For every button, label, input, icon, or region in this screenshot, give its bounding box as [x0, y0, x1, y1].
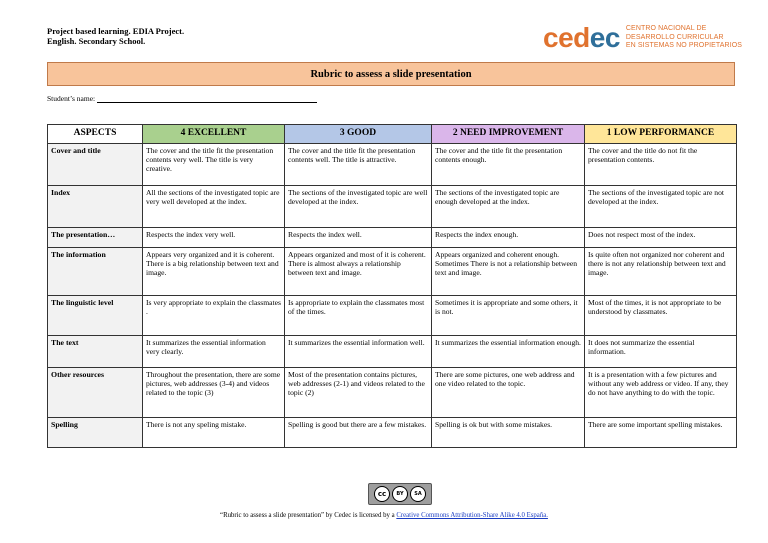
logo-word-part-a: ced	[543, 22, 590, 53]
criteria-cell: Most of the presentation contains pictures, web addresses (2-1) and videos related to the topic (2)	[285, 368, 432, 418]
aspect-cell: Spelling	[48, 418, 143, 448]
aspect-cell: The linguistic level	[48, 296, 143, 336]
aspect-cell: The text	[48, 336, 143, 368]
logo-sub-line-3: EN SISTEMAS NO PROPIETARIOS	[625, 42, 743, 50]
criteria-cell: The sections of the investigated topic are not developed at the index.	[585, 186, 737, 228]
table-row	[48, 228, 737, 248]
rubric-title: Rubric to assess a slide presentation	[47, 62, 735, 86]
aspect-cell: The presentation…	[48, 228, 143, 248]
criteria-cell: The cover and the title fit the presentation contents enough.	[432, 144, 585, 186]
student-name-line	[97, 94, 317, 103]
student-name-field	[47, 94, 317, 103]
badge-by-label: BY	[396, 491, 404, 497]
student-name-label: Student’s name:	[47, 94, 96, 103]
rubric-table	[47, 124, 737, 448]
cc-license-badge[interactable]	[368, 483, 432, 505]
criteria-cell: Is appropriate to explain the classmates most of the times.	[285, 296, 432, 336]
table-row	[48, 368, 737, 418]
criteria-cell: Spelling is good but there are a few mistakes.	[285, 418, 432, 448]
criteria-cell: Most of the times, it is not appropriate to be understood by classmates.	[585, 296, 737, 336]
header-line-course: English. Secondary School.	[47, 36, 146, 46]
criteria-cell: Respects the index enough.	[432, 228, 585, 248]
criteria-cell: The cover and the title fit the presentation contents very well. The title is very creative.	[143, 144, 285, 186]
table-row	[48, 144, 737, 186]
criteria-cell: Is quite often not organized nor coherent and there is not any relationship between text and image.	[585, 248, 737, 296]
criteria-cell: Appears organized and coherent enough. Sometimes There is not a relationship between text and image.	[432, 248, 585, 296]
column-header-4: 1 LOW PERFORMANCE	[585, 125, 737, 144]
document-header	[47, 26, 184, 46]
criteria-cell: The cover and the title do not fit the presentation contents.	[585, 144, 737, 186]
aspect-cell: Cover and title	[48, 144, 143, 186]
criteria-cell: Sometimes it is appropriate and some others, it is not.	[432, 296, 585, 336]
column-header-1: 4 EXCELLENT	[143, 125, 285, 144]
license-text: “Rubric to assess a slide presentation” by Cedec is licensed by a	[220, 512, 397, 519]
criteria-cell: The sections of the investigated topic are well developed at the index.	[285, 186, 432, 228]
column-header-2: 3 GOOD	[285, 125, 432, 144]
table-row	[48, 418, 737, 448]
logo-word-part-b: ec	[589, 22, 620, 53]
criteria-cell: Is very appropriate to explain the classmates .	[143, 296, 285, 336]
criteria-cell: It summarizes the essential information enough.	[432, 336, 585, 368]
license-link[interactable]: Creative Commons Attribution-Share Alike 4.0 España.	[396, 512, 548, 519]
criteria-cell: Does not respect most of the index.	[585, 228, 737, 248]
criteria-cell: The cover and the title fit the presentation contents well. The title is attractive.	[285, 144, 432, 186]
criteria-cell: It is a presentation with a few pictures and without any web address or video. If any, they do not have anything to do with the topic.	[585, 368, 737, 418]
criteria-cell: Respects the index well.	[285, 228, 432, 248]
criteria-cell: Respects the index very well.	[143, 228, 285, 248]
aspect-cell: The information	[48, 248, 143, 296]
criteria-cell: It does not summarize the essential information.	[585, 336, 737, 368]
criteria-cell: Throughout the presentation, there are some pictures, web addresses (3-4) and videos related to the topic (3)	[143, 368, 285, 418]
cedec-logo	[543, 24, 742, 52]
logo-sub-line-2: DESARROLLO CURRICULAR	[625, 33, 724, 41]
cedec-logo-subtitle	[626, 25, 742, 50]
column-header-3: 2 NEED IMPROVEMENT	[432, 125, 585, 144]
criteria-cell: There are some important spelling mistakes.	[585, 418, 737, 448]
share-alike-icon	[410, 486, 426, 502]
criteria-cell: The sections of the investigated topic are enough developed at the index.	[432, 186, 585, 228]
aspect-cell: Index	[48, 186, 143, 228]
criteria-cell: There is not any speling mistake.	[143, 418, 285, 448]
column-header-aspects: ASPECTS	[48, 125, 143, 144]
criteria-cell: Appears very organized and it is coherent. There is a big relationship between text and image.	[143, 248, 285, 296]
table-row	[48, 296, 737, 336]
table-row	[48, 336, 737, 368]
criteria-cell: It summarizes the essential information well.	[285, 336, 432, 368]
criteria-cell: Appears organized and most of it is coherent. There is almost always a relationship between text and image.	[285, 248, 432, 296]
criteria-cell: Spelling is ok but with some mistakes.	[432, 418, 585, 448]
criteria-cell: It summarizes the essential information very clearly.	[143, 336, 285, 368]
rubric-body	[48, 144, 737, 448]
rubric-header-row	[48, 125, 737, 144]
header-line-project: Project based learning. EDIA Project.	[47, 26, 185, 36]
aspect-cell: Other resources	[48, 368, 143, 418]
logo-sub-line-1: CENTRO NACIONAL DE	[625, 25, 707, 33]
criteria-cell: There are some pictures, one web address and one video related to the topic.	[432, 368, 585, 418]
attribution-icon	[392, 486, 408, 502]
criteria-cell: All the sections of the investigated topic are very well developed at the index.	[143, 186, 285, 228]
badge-sa-label: SA	[414, 491, 422, 497]
table-row	[48, 186, 737, 228]
license-footer	[0, 512, 768, 519]
table-row	[48, 248, 737, 296]
cedec-logo-wordmark	[543, 24, 620, 52]
cc-icon: cc	[374, 486, 390, 502]
